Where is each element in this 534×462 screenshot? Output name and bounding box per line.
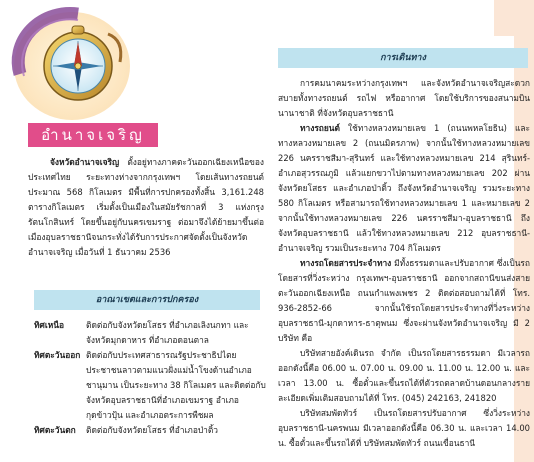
intro-lead: จังหวัดอำนาจเจริญ xyxy=(50,157,120,167)
travel-heading: การเดินทาง xyxy=(278,48,528,68)
border-value: ติดต่อกับจังหวัดยโสธร ที่อำเภอเลิงนกทา และจังหวัดมุกดาหาร ที่อำเภอดอนตาล xyxy=(86,320,249,345)
borders-heading: อาณาเขตและการปกครอง xyxy=(34,290,260,310)
travel-text: มีทั้งธรรมดาและปรับอากาศ ซึ่งเป็นรถโดยสารที่วิ่งระหว่าง กรุงเทพฯ-อุบลราชธานี ออกจากสถานีขนส่งสายตะวันออกเฉียงเหนือ ถนนกำแพงเพชร 2 ติดต่อสอบถามได้ที่ โทร. 936-2852-66 จากนั้นใช้รถโดยสารประจำทางที่วิ่งระหว่างอุบลราชธานี-มุกดาหาร-ธาตุพนม ซึ่งจะผ่านจังหวัดอำนาจเจริญ มี 2 บริษัท คือ xyxy=(278,258,530,343)
border-row xyxy=(34,348,266,423)
travel-paragraph xyxy=(278,406,530,451)
borders-list xyxy=(34,318,266,438)
travel-text: ใช้ทางหลวงหมายเลข 1 (ถนนพหลโยธิน) และทางหลวงหมายเลข 2 (ถนนมิตรภาพ) จากนั้นใช้ทางหลวงหมายเลข 226 นครราชสีมา-สุรินทร์ และใช้ทางหลวงหมายเลข 214 สุรินทร์-อำเภอสุวรรณภูมิ แล้วแยกขวาไปตามทางหลวงหมายเลข 202 ผ่านจังหวัดยโสธร และอำเภอป่าติ้ว ถึงจังหวัดอำนาจเจริญ รวมระยะทาง 580 กิโลเมตร หรือสามารถใช้ทางหลวงหมายเลข 1 และหมายเลข 2 จากนั้นใช้ทางหลวงหมายเลข 226 นครราชสีมา-อุบลราชธานี ถึงจังหวัดอุบลราชธานี แล้วใช้ทางหลวงหมายเลข 212 อุบลราชธานี-อำนาจเจริญ รวมเป็นระยะทาง 704 กิโลเมตร xyxy=(278,123,530,253)
border-row xyxy=(34,423,266,438)
border-value: ติดต่อกับจังหวัดยโสธร ที่อำเภอป่าติ้ว xyxy=(86,425,219,435)
travel-lead: ทางรถยนต์ xyxy=(300,123,340,133)
travel-paragraph xyxy=(278,76,530,121)
border-key: ทิศตะวันออก xyxy=(34,350,81,360)
border-key: ทิศตะวันตก xyxy=(34,425,76,435)
travel-paragraph xyxy=(278,346,530,406)
intro-text: ตั้งอยู่ทางภาคตะวันออกเฉียงเหนือของประเทศไทย ระยะทางห่างจากกรุงเทพฯ โดยเส้นทางรถยนต์ประมาณ 568 กิโลเมตร มีพื้นที่การปกครองทั้งสิ้น 3,161.248 ตารางกิโลเมตร เริ่มตั้งเป็นเมืองในสมัยรัชกาลที่ 3 แห่งกรุงรัตนโกสินทร์ โดยขึ้นอยู่กับนครเขมราฐ ต่อมาจึงได้ย้ายมาขึ้นต่อเมืองอุบลราชธานีจนกระทั่งได้รับการประกาศจัดตั้งเป็นจังหวัดอำนาจเจริญ เมื่อวันที่ 1 ธันวาคม 2536 xyxy=(28,157,264,257)
border-row xyxy=(34,318,266,348)
travel-paragraph xyxy=(278,121,530,256)
province-title: อำนาจเจริญ xyxy=(28,123,158,147)
border-key: ทิศเหนือ xyxy=(34,320,64,330)
intro-paragraph xyxy=(28,155,264,260)
compass-icon xyxy=(8,4,136,122)
travel-text: บริษัทสายอังค์เดินรถ จำกัด เป็นรถโดยสารธรรมดา มีเวลารถออกดังนี้คือ 06.00 น. 07.00 น. 09.00 น. 11.00 น. 12.00 น. และเวลา 13.00 น. ซื้อตั๋วและขึ้นรถได้ที่ตัวรถตลาดบ้านดอนกลางรายละเอียดเพิ่มเติมสอบถามได้ที่ โทร. (045) 242163, 241820 xyxy=(278,348,530,403)
travel-text: บริษัทสมพัดทัวร์ เป็นรถโดยสารปรับอากาศ ซึ่งวิ่งระหว่างอุบลราชธานี-นครพนม มีเวลาออกดังนี้คือ 06.30 น. และเวลา 14.00 น. ซื้อตั๋วและขึ้นรถได้ที่ บริษัทสมพัดทัวร์ ถนนเขื่อนธานี xyxy=(278,408,530,448)
travel-section xyxy=(278,76,530,451)
travel-paragraph xyxy=(278,256,530,346)
travel-lead: ทางรถโดยสารประจำทาง xyxy=(300,258,392,268)
travel-text: การคมนาคมระหว่างกรุงเทพฯ และจังหวัดอำนาจเจริญสะดวกสบายทั้งทางรถยนต์ รถไฟ หรืออากาศ โดยใช้บริการของสนามบินนานาชาติ ที่จังหวัดอุบลราชธานี xyxy=(278,78,530,118)
border-value: ติดต่อกับประเทศสาธารณรัฐประชาธิปไตยประชาชนลาวตามแนวฝั่งแม่น้ำโขงด้านอำเภอชานุมาน เป็นระยะทาง 38 กิโลเมตร และติดต่อกับจังหวัดอุบลราชธานีที่อำเภอเขมราฐ อำเภอกุดข้าวปุ้น และอำเภอตระการพืชผล xyxy=(86,350,266,420)
intro-section xyxy=(28,155,264,260)
